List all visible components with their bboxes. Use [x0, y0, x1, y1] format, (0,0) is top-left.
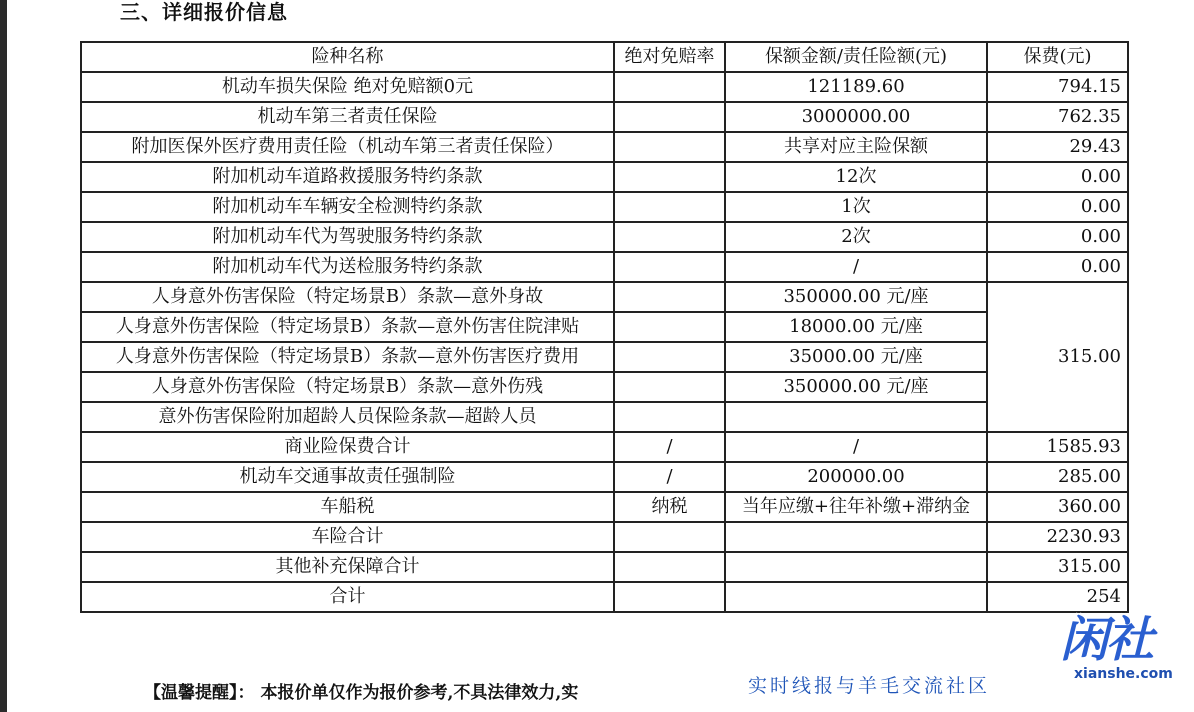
header-amount: 保额金额/责任险额(元) [725, 42, 987, 72]
row-premium: 254 [987, 582, 1128, 612]
row-deductible [614, 192, 725, 222]
table-row [81, 192, 1128, 222]
table-row [81, 402, 1128, 432]
row-name: 机动车交通事故责任强制险 [81, 462, 614, 492]
table-header-row [81, 42, 1128, 72]
row-premium: 0.00 [987, 192, 1128, 222]
row-name: 其他补充保障合计 [81, 552, 614, 582]
row-amount: 1次 [725, 192, 987, 222]
row-name: 人身意外伤害保险（特定场景B）条款—意外伤害住院津贴 [81, 312, 614, 342]
table-row [81, 102, 1128, 132]
row-name: 车船税 [81, 492, 614, 522]
warm-reminder-text: 本报价单仅作为报价参考,不具法律效力,实 [260, 683, 579, 703]
row-deductible [614, 252, 725, 282]
row-name: 附加机动车车辆安全检测特约条款 [81, 192, 614, 222]
watermark-tagline: 实时线报与羊毛交流社区 [748, 675, 991, 697]
quote-table [80, 41, 1129, 613]
row-deductible [614, 162, 725, 192]
row-name: 车险合计 [81, 522, 614, 552]
row-deductible [614, 582, 725, 612]
warm-reminder-label: 【温馨提醒】： [144, 683, 255, 703]
row-amount: 200000.00 [725, 462, 987, 492]
row-deductible [614, 72, 725, 102]
row-deductible [614, 372, 725, 402]
row-amount: 12次 [725, 162, 987, 192]
row-premium: 0.00 [987, 162, 1128, 192]
table-row [81, 282, 1128, 312]
row-name: 人身意外伤害保险（特定场景B）条款—意外伤残 [81, 372, 614, 402]
row-name: 附加机动车代为驾驶服务特约条款 [81, 222, 614, 252]
row-deductible [614, 342, 725, 372]
row-name: 附加机动车代为送检服务特约条款 [81, 252, 614, 282]
row-name: 商业险保费合计 [81, 432, 614, 462]
row-amount [725, 552, 987, 582]
row-premium: 29.43 [987, 132, 1128, 162]
row-name: 合计 [81, 582, 614, 612]
row-amount: 18000.00 元/座 [725, 312, 987, 342]
row-amount: / [725, 252, 987, 282]
table-row [81, 552, 1128, 582]
table-row [81, 432, 1128, 462]
header-deductible: 绝对免赔率 [614, 42, 725, 72]
row-name: 人身意外伤害保险（特定场景B）条款—意外身故 [81, 282, 614, 312]
table-row [81, 222, 1128, 252]
table-row [81, 132, 1128, 162]
row-amount [725, 402, 987, 432]
page-edge-bar [0, 0, 7, 712]
table-row [81, 522, 1128, 552]
row-deductible [614, 222, 725, 252]
table-row [81, 462, 1128, 492]
row-name: 附加医保外医疗费用责任险（机动车第三者责任保险） [81, 132, 614, 162]
row-premium: 0.00 [987, 222, 1128, 252]
row-deductible [614, 102, 725, 132]
row-deductible [614, 282, 725, 312]
row-amount: 共享对应主险保额 [725, 132, 987, 162]
row-premium: 315.00 [987, 552, 1128, 582]
header-premium: 保费(元) [987, 42, 1128, 72]
xianshe-logo [1060, 612, 1178, 684]
row-amount: 121189.60 [725, 72, 987, 102]
logo-text: 闲社 [1060, 612, 1153, 668]
row-premium: 285.00 [987, 462, 1128, 492]
row-deductible: 纳税 [614, 492, 725, 522]
row-amount [725, 582, 987, 612]
row-amount: 3000000.00 [725, 102, 987, 132]
table-row [81, 582, 1128, 612]
row-premium: 2230.93 [987, 522, 1128, 552]
row-amount [725, 522, 987, 552]
row-deductible [614, 132, 725, 162]
table-row [81, 252, 1128, 282]
row-amount: 350000.00 元/座 [725, 372, 987, 402]
table-row [81, 372, 1128, 402]
row-deductible [614, 522, 725, 552]
row-deductible [614, 552, 725, 582]
row-name: 意外伤害保险附加超龄人员保险条款—超龄人员 [81, 402, 614, 432]
row-deductible: / [614, 462, 725, 492]
row-amount: / [725, 432, 987, 462]
table-row [81, 72, 1128, 102]
row-amount: 350000.00 元/座 [725, 282, 987, 312]
row-premium: 0.00 [987, 252, 1128, 282]
warm-reminder [144, 678, 578, 703]
section-title: 三、详细报价信息 [120, 0, 288, 24]
row-premium: 762.35 [987, 102, 1128, 132]
row-name: 机动车损失保险 绝对免赔额0元 [81, 72, 614, 102]
table-row [81, 312, 1128, 342]
table-row [81, 342, 1128, 372]
row-premium: 1585.93 [987, 432, 1128, 462]
table-row [81, 492, 1128, 522]
header-name: 险种名称 [81, 42, 614, 72]
row-premium: 360.00 [987, 492, 1128, 522]
row-name: 人身意外伤害保险（特定场景B）条款—意外伤害医疗费用 [81, 342, 614, 372]
row-name: 附加机动车道路救援服务特约条款 [81, 162, 614, 192]
accident-group-premium: 315.00 [987, 282, 1128, 432]
row-premium: 794.15 [987, 72, 1128, 102]
row-name: 机动车第三者责任保险 [81, 102, 614, 132]
table-row [81, 162, 1128, 192]
row-deductible [614, 402, 725, 432]
row-deductible [614, 312, 725, 342]
row-amount: 当年应缴+往年补缴+滞纳金 [725, 492, 987, 522]
logo-domain: xianshe.com [1074, 666, 1173, 682]
row-amount: 35000.00 元/座 [725, 342, 987, 372]
row-deductible: / [614, 432, 725, 462]
row-amount: 2次 [725, 222, 987, 252]
